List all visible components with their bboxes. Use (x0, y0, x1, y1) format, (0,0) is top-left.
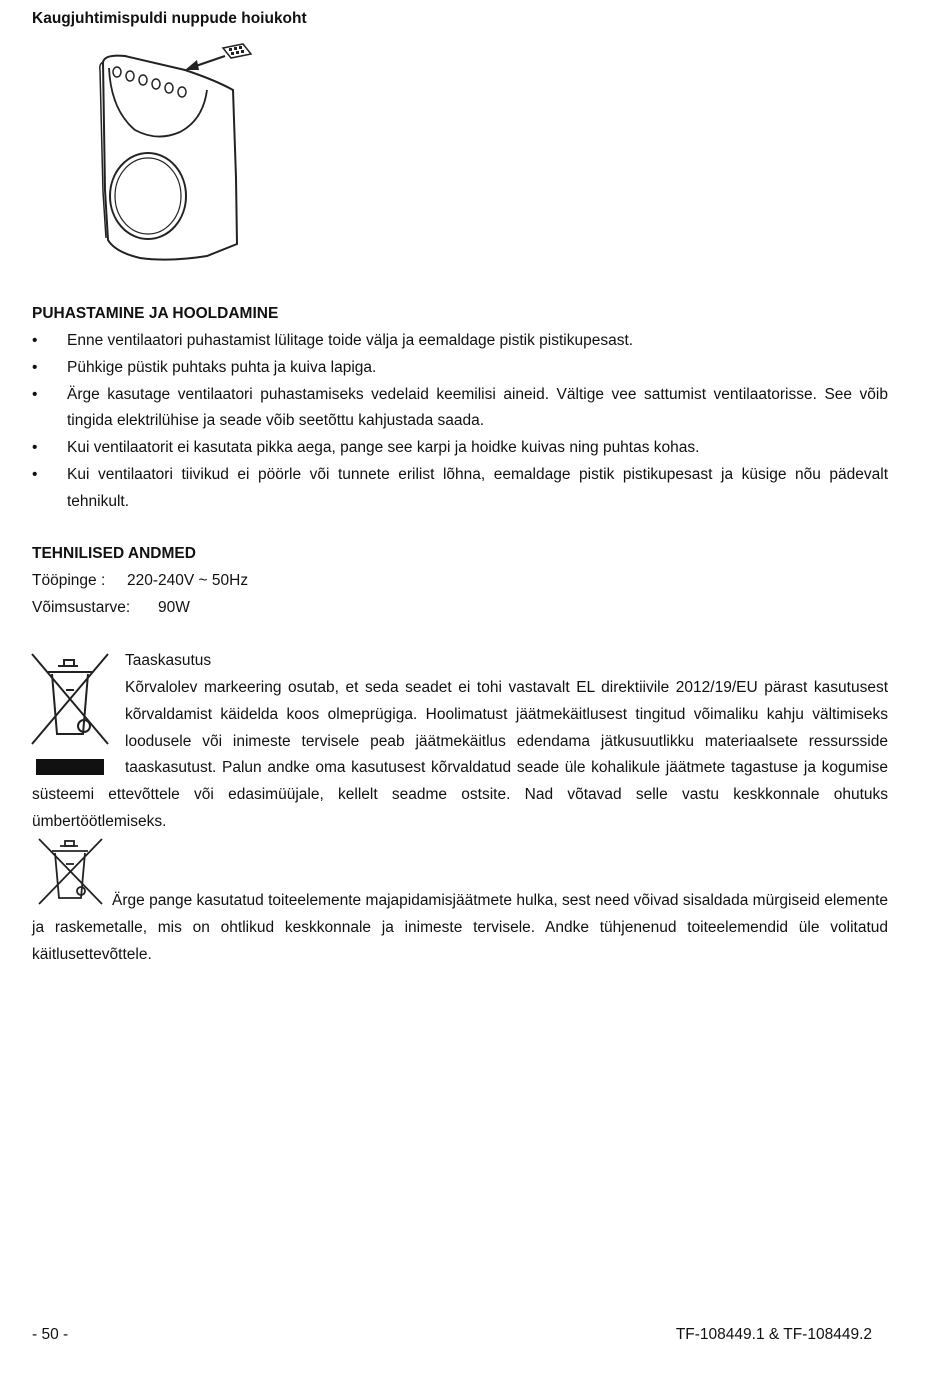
power-label: Võimsustarve: (32, 599, 131, 616)
power-value: 90W (158, 599, 190, 616)
power-row (32, 595, 190, 622)
voltage-label: Tööpinge : (32, 572, 106, 589)
page-number: - 50 - (32, 1326, 69, 1343)
model-number: TF-108449.1 & TF-108449.2 (675, 1326, 872, 1343)
list-item: • Enne ventilaatori puhastamist lülitage toide välja ja eemaldage pistik pistikupesast. (32, 332, 634, 349)
recycling-text: Kõrvalolev markeering osutab, et seda seadet ei tohi vastavalt EL direktiivile 2012/19/EU pärast kasutusest kõrvaldamist käidelda koos olmeprügiga. Hoolimatust jäätmekäitlusest tingitud võimaliku kahju vältimiseks loodusele või inimeste tervisele peab jäätmekäitlus edendama jätkusuutlikku materiaalsete ressursside taaskasutust. Palun andke oma kasutusest kõrvaldatud seade üle kohalikule jäätmete tagastuse ja kogumise süsteemi ettevõttele või edasimüüjale, kellelt seadme ostsite. Nad võtavad selle vastu keskkonnale ohutuks ümbertöötlemiseks. (32, 679, 888, 830)
remote-control-icon (223, 44, 251, 58)
voltage-row (32, 568, 248, 595)
storage-heading: Kaugjuhtimispuldi nuppude hoiukoht (32, 10, 307, 27)
list-item: • Kui ventilaatori tiivikud ei pöörle või tunnete erilist lõhna, eemaldage pistik pistikupesast ja küsige nõu pädevalt tehnikult. (32, 465, 888, 510)
list-item: • Pühkige püstik puhtaks puhta ja kuiva lapiga. (32, 358, 377, 376)
cleaning-list (32, 328, 888, 516)
voltage-value: 220-240V ~ 50Hz (127, 572, 249, 589)
recycling-title: Taaskasutus (125, 652, 212, 669)
cleaning-heading: PUHASTAMINE JA HOOLDAMINE (32, 305, 279, 322)
list-item: • Ärge kasutage ventilaatori puhastamiseks vedelaid keemilisi aineid. Vältige vee sattumist ventilaatorisse. See võib tingida elektrilühise ja seade võib seetõttu kahjustada saada. (32, 385, 888, 430)
fan-remote-storage-illustration (95, 40, 270, 270)
battery-text: Ärge pange kasutatud toiteelemente majapidamisjäätmete hulka, sest need võivad sisaldada mürgiseid elemente ja raskemetalle, mis on ohtlikud keskkonnale ja inimeste tervisele. Andke tühjenenud toiteelemendid üle volitatud käitlusettevõttele. (32, 892, 888, 963)
list-item: • Kui ventilaatorit ei kasutata pikka aega, pange see karpi ja hoidke kuivas ning puhtas kohas. (32, 439, 700, 457)
tech-data-heading: TEHNILISED ANDMED (32, 545, 196, 562)
